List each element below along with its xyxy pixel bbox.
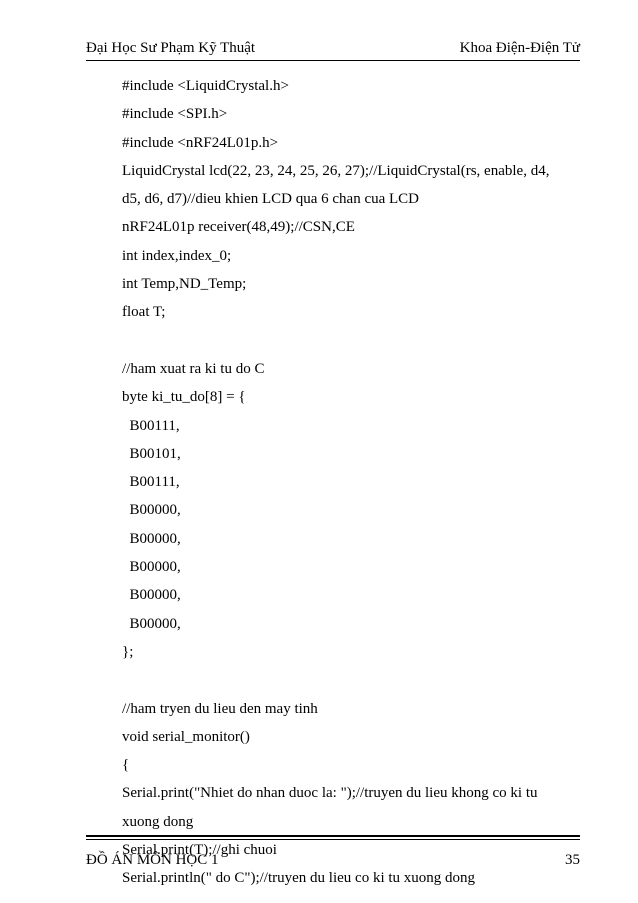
page-footer bbox=[86, 835, 580, 871]
code-line: float T; bbox=[122, 304, 166, 321]
code-line bbox=[122, 327, 572, 355]
footer-divider-thick bbox=[86, 835, 580, 837]
header-divider bbox=[86, 60, 580, 61]
footer-page-number: 35 bbox=[565, 852, 580, 868]
code-line: #include <LiquidCrystal.h> bbox=[122, 78, 289, 94]
code-line: void serial_monitor() bbox=[122, 728, 250, 745]
code-line: xuong dong bbox=[122, 813, 194, 830]
code-line: B00000, bbox=[122, 559, 181, 576]
code-line: B00000, bbox=[122, 502, 181, 519]
code-line: #include <SPI.h> bbox=[122, 106, 228, 123]
footer-divider-thin bbox=[86, 839, 580, 840]
code-line: }; bbox=[122, 643, 134, 660]
code-line: Serial.println(" do C");//truyen du lieu co ki tu xuong dong bbox=[122, 870, 476, 887]
code-listing bbox=[122, 72, 572, 893]
code-line: B00111, bbox=[122, 474, 180, 491]
footer-course-title: ĐỒ ÁN MÔN HỌC 1 bbox=[86, 852, 219, 868]
code-line: Serial.print(T);//ghi chuoi bbox=[122, 842, 277, 859]
code-line: Serial.print("Nhiet do nhan duoc la: ");//truyen du lieu khong co ki tu bbox=[122, 785, 538, 802]
code-line: nRF24L01p receiver(48,49);//CSN,CE bbox=[122, 219, 355, 236]
code-line: d5, d6, d7)//dieu khien LCD qua 6 chan cua LCD bbox=[122, 191, 420, 208]
page-header bbox=[86, 33, 580, 61]
code-line: int Temp,ND_Temp; bbox=[122, 276, 247, 293]
code-line: byte ki_tu_do[8] = { bbox=[122, 389, 246, 406]
code-line: B00000, bbox=[122, 530, 181, 547]
code-line bbox=[122, 666, 572, 694]
code-line: B00000, bbox=[122, 587, 181, 604]
code-line: LiquidCrystal lcd(22, 23, 24, 25, 26, 27);//LiquidCrystal(rs, enable, d4, bbox=[122, 162, 550, 179]
header-faculty: Khoa Điện-Điện Tử bbox=[459, 40, 580, 56]
code-line: int index,index_0; bbox=[122, 247, 232, 264]
code-line: B00111, bbox=[122, 417, 180, 434]
code-line: B00101, bbox=[122, 445, 181, 462]
code-line: //ham tryen du lieu den may tinh bbox=[122, 700, 318, 717]
code-line: #include <nRF24L01p.h> bbox=[122, 134, 279, 151]
code-line: { bbox=[122, 757, 130, 774]
code-line: //ham xuat ra ki tu do C bbox=[122, 360, 265, 377]
header-university: Đại Học Sư Phạm Kỹ Thuật bbox=[86, 40, 256, 56]
code-line: B00000, bbox=[122, 615, 181, 632]
